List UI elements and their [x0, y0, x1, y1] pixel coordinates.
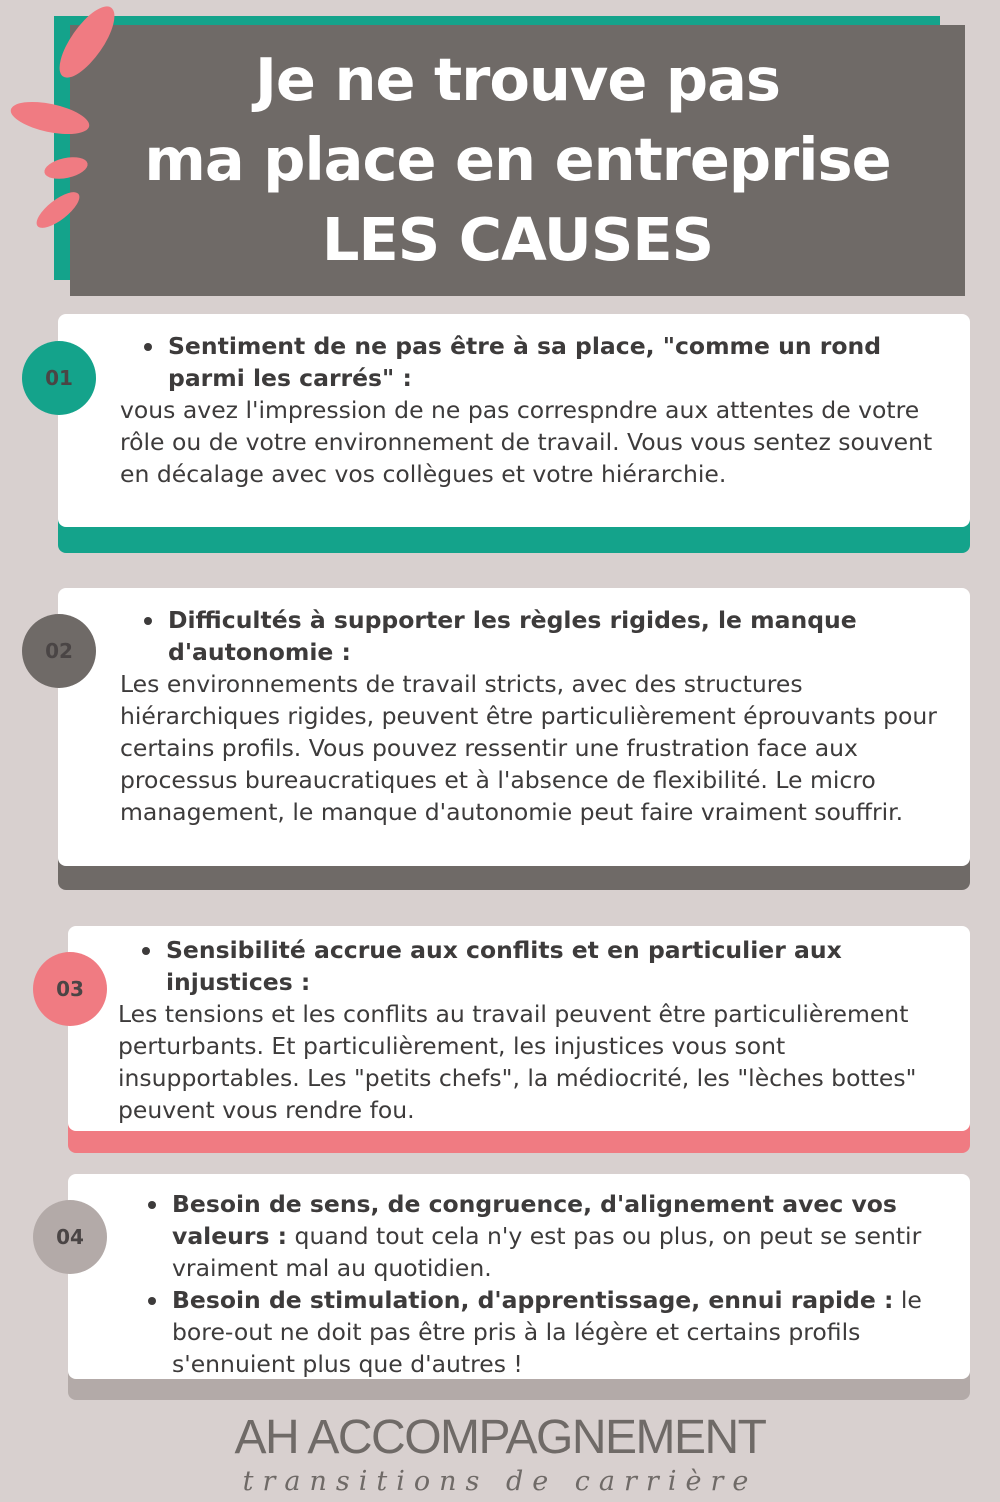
- cause-04-number-badge: 04: [33, 1200, 107, 1274]
- cause-04-item-2-bold: Besoin de stimulation, d'apprentissage, ennui rapide :: [172, 1286, 894, 1314]
- cause-02-body: Les environnements de travail stricts, avec des structures hiérarchiques rigides, peuvent être particulièrement éprouvants pour certains profils. Vous pouvez ressentir une frustration face aux processus bureaucratiques et à l'absence de flexibilité. Le micro management, le manque d'autonomie peut faire vraiment souffrir.: [120, 670, 937, 826]
- cause-02-card: [58, 588, 970, 866]
- page-title: [70, 40, 965, 280]
- cause-04-card: [68, 1174, 970, 1379]
- cause-01-body: vous avez l'impression de ne pas correspndre aux attentes de votre rôle ou de votre environnement de travail. Vous vous sentez souvent en décalage avec vos collègues et votre hiérarchie.: [120, 396, 933, 488]
- brand-tagline: transitions de carrière: [242, 1466, 758, 1497]
- cause-01-heading: Sentiment de ne pas être à sa place, "comme un rond parmi les carrés" :: [120, 330, 950, 394]
- cause-03-body: Les tensions et les conflits au travail peuvent être particulièrement perturbants. Et particulièrement, les injustices vous sont insupportables. Les "petits chefs", la médiocrité, les "lèches bottes" peuvent vous rendre fou.: [118, 1000, 917, 1124]
- cause-04-item-1-text: quand tout cela n'y est pas ou plus, on peut se sentir vraiment mal au quotidien.: [172, 1222, 922, 1282]
- cause-01-card: [58, 314, 970, 527]
- title-line-3: LES CAUSES: [321, 205, 714, 274]
- cause-01-number-badge: 01: [22, 341, 96, 415]
- cause-03-number-badge: 03: [33, 952, 107, 1026]
- title-line-1: Je ne trouve pas: [254, 45, 781, 114]
- cause-04-item-1-bold: Besoin de sens, de congruence, d'alignement avec vos valeurs :: [172, 1190, 897, 1250]
- cause-04-item-2-text: le bore-out ne doit pas être pris à la légère et certains profils s'ennuient plus que d'autres !: [172, 1286, 922, 1378]
- brand-name: AH ACCOMPAGNEMENT: [234, 1411, 766, 1464]
- cause-04-item-1: [124, 1188, 950, 1284]
- cause-04-item-2: [124, 1284, 950, 1380]
- cause-02-heading: Difficultés à supporter les règles rigides, le manque d'autonomie :: [120, 604, 950, 668]
- cause-02-number-badge: 02: [22, 614, 96, 688]
- cause-03-card: [68, 926, 970, 1131]
- cause-03-heading: Sensibilité accrue aux conflits et en particulier aux injustices :: [118, 934, 950, 998]
- title-line-2: ma place en entreprise: [144, 125, 891, 194]
